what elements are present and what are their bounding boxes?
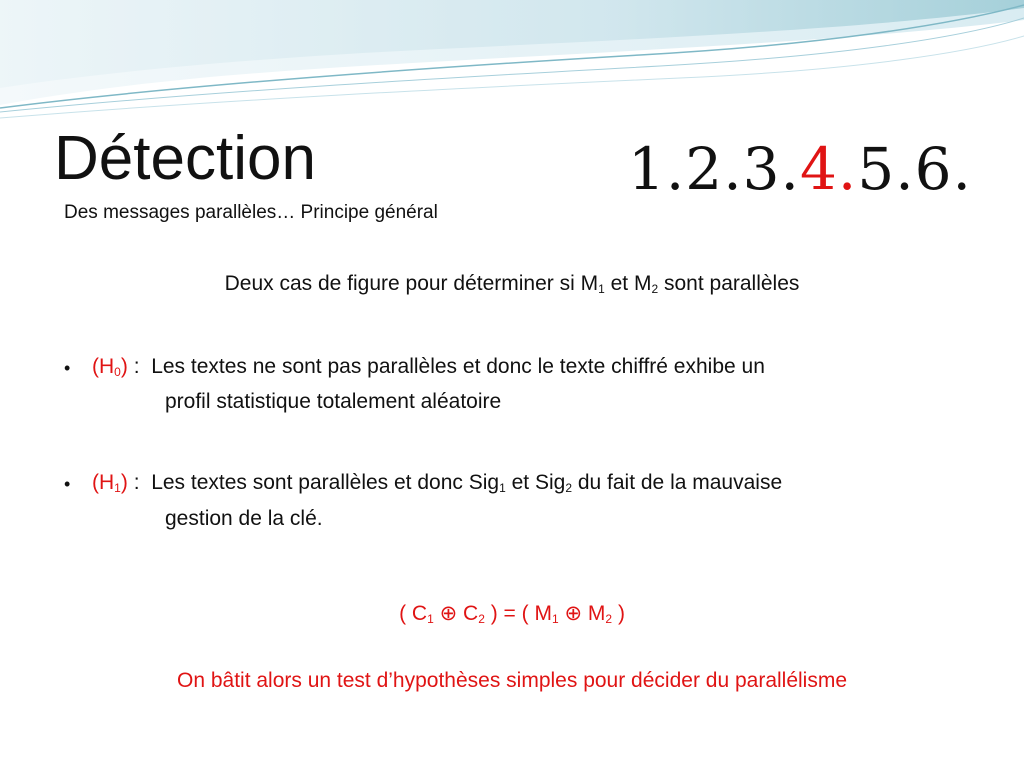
xor-formula: [0, 601, 1024, 626]
header-wave-decoration: [0, 0, 1024, 140]
numbering-before: 1.2.3.: [627, 135, 800, 203]
text-subscript: 1: [499, 481, 506, 495]
hypothesis-h1-line2: gestion de la clé.: [165, 507, 323, 530]
numbering-after: 5.6.: [857, 135, 972, 203]
label-subscript: 1: [114, 481, 121, 495]
formula-part: ): [612, 602, 625, 625]
intro-subscript: 1: [598, 282, 605, 296]
hypothesis-label: [92, 471, 128, 494]
hypothesis-text: du fait de la mauvaise: [572, 471, 783, 494]
label-open: (H: [92, 471, 115, 494]
formula-subscript: 2: [605, 612, 613, 626]
hypothesis-h0-line1: [92, 355, 765, 379]
formula-part: ⊕ M: [558, 602, 606, 625]
hypothesis-h0-line2: profil statistique totalement aléatoire: [165, 390, 502, 413]
bullet-marker: •: [64, 474, 71, 494]
hypothesis-label: [92, 355, 128, 378]
formula-subscript: 1: [427, 612, 434, 626]
slide-subtitle: Des messages parallèles… Principe général: [64, 202, 438, 223]
label-close: ): [120, 355, 128, 378]
intro-text: [0, 272, 1024, 296]
intro-subscript: 2: [651, 282, 659, 296]
conclusion-text: On bâtit alors un test d’hypothèses simples pour décider du parallélisme: [176, 669, 848, 692]
bullet-marker: •: [64, 358, 71, 378]
label-subscript: 0: [114, 365, 121, 379]
intro-part: Deux cas de figure pour déterminer si M: [224, 272, 599, 295]
hypothesis-h1-line1: [92, 471, 782, 495]
hypothesis-text: et Sig: [505, 471, 566, 494]
section-numbering: [627, 135, 972, 203]
label-open: (H: [92, 355, 115, 378]
formula-part: ( C: [399, 602, 428, 625]
formula-subscript: 2: [478, 612, 485, 626]
slide-title: Détection: [54, 124, 316, 193]
formula-subscript: 1: [551, 612, 559, 626]
label-separator: :: [127, 471, 152, 494]
formula-part: ⊕ C: [433, 602, 479, 625]
hypothesis-text: Les textes sont parallèles et donc Sig: [151, 471, 500, 494]
label-separator: :: [127, 355, 152, 378]
label-close: ): [120, 471, 128, 494]
hypothesis-text: Les textes ne sont pas parallèles et donc le texte chiffré exhibe un: [151, 355, 765, 378]
intro-part: et M: [604, 272, 652, 295]
numbering-current: 4.: [799, 135, 858, 203]
text-subscript: 2: [565, 481, 572, 495]
formula-part: ) = ( M: [484, 602, 552, 625]
intro-part: sont parallèles: [658, 272, 800, 295]
